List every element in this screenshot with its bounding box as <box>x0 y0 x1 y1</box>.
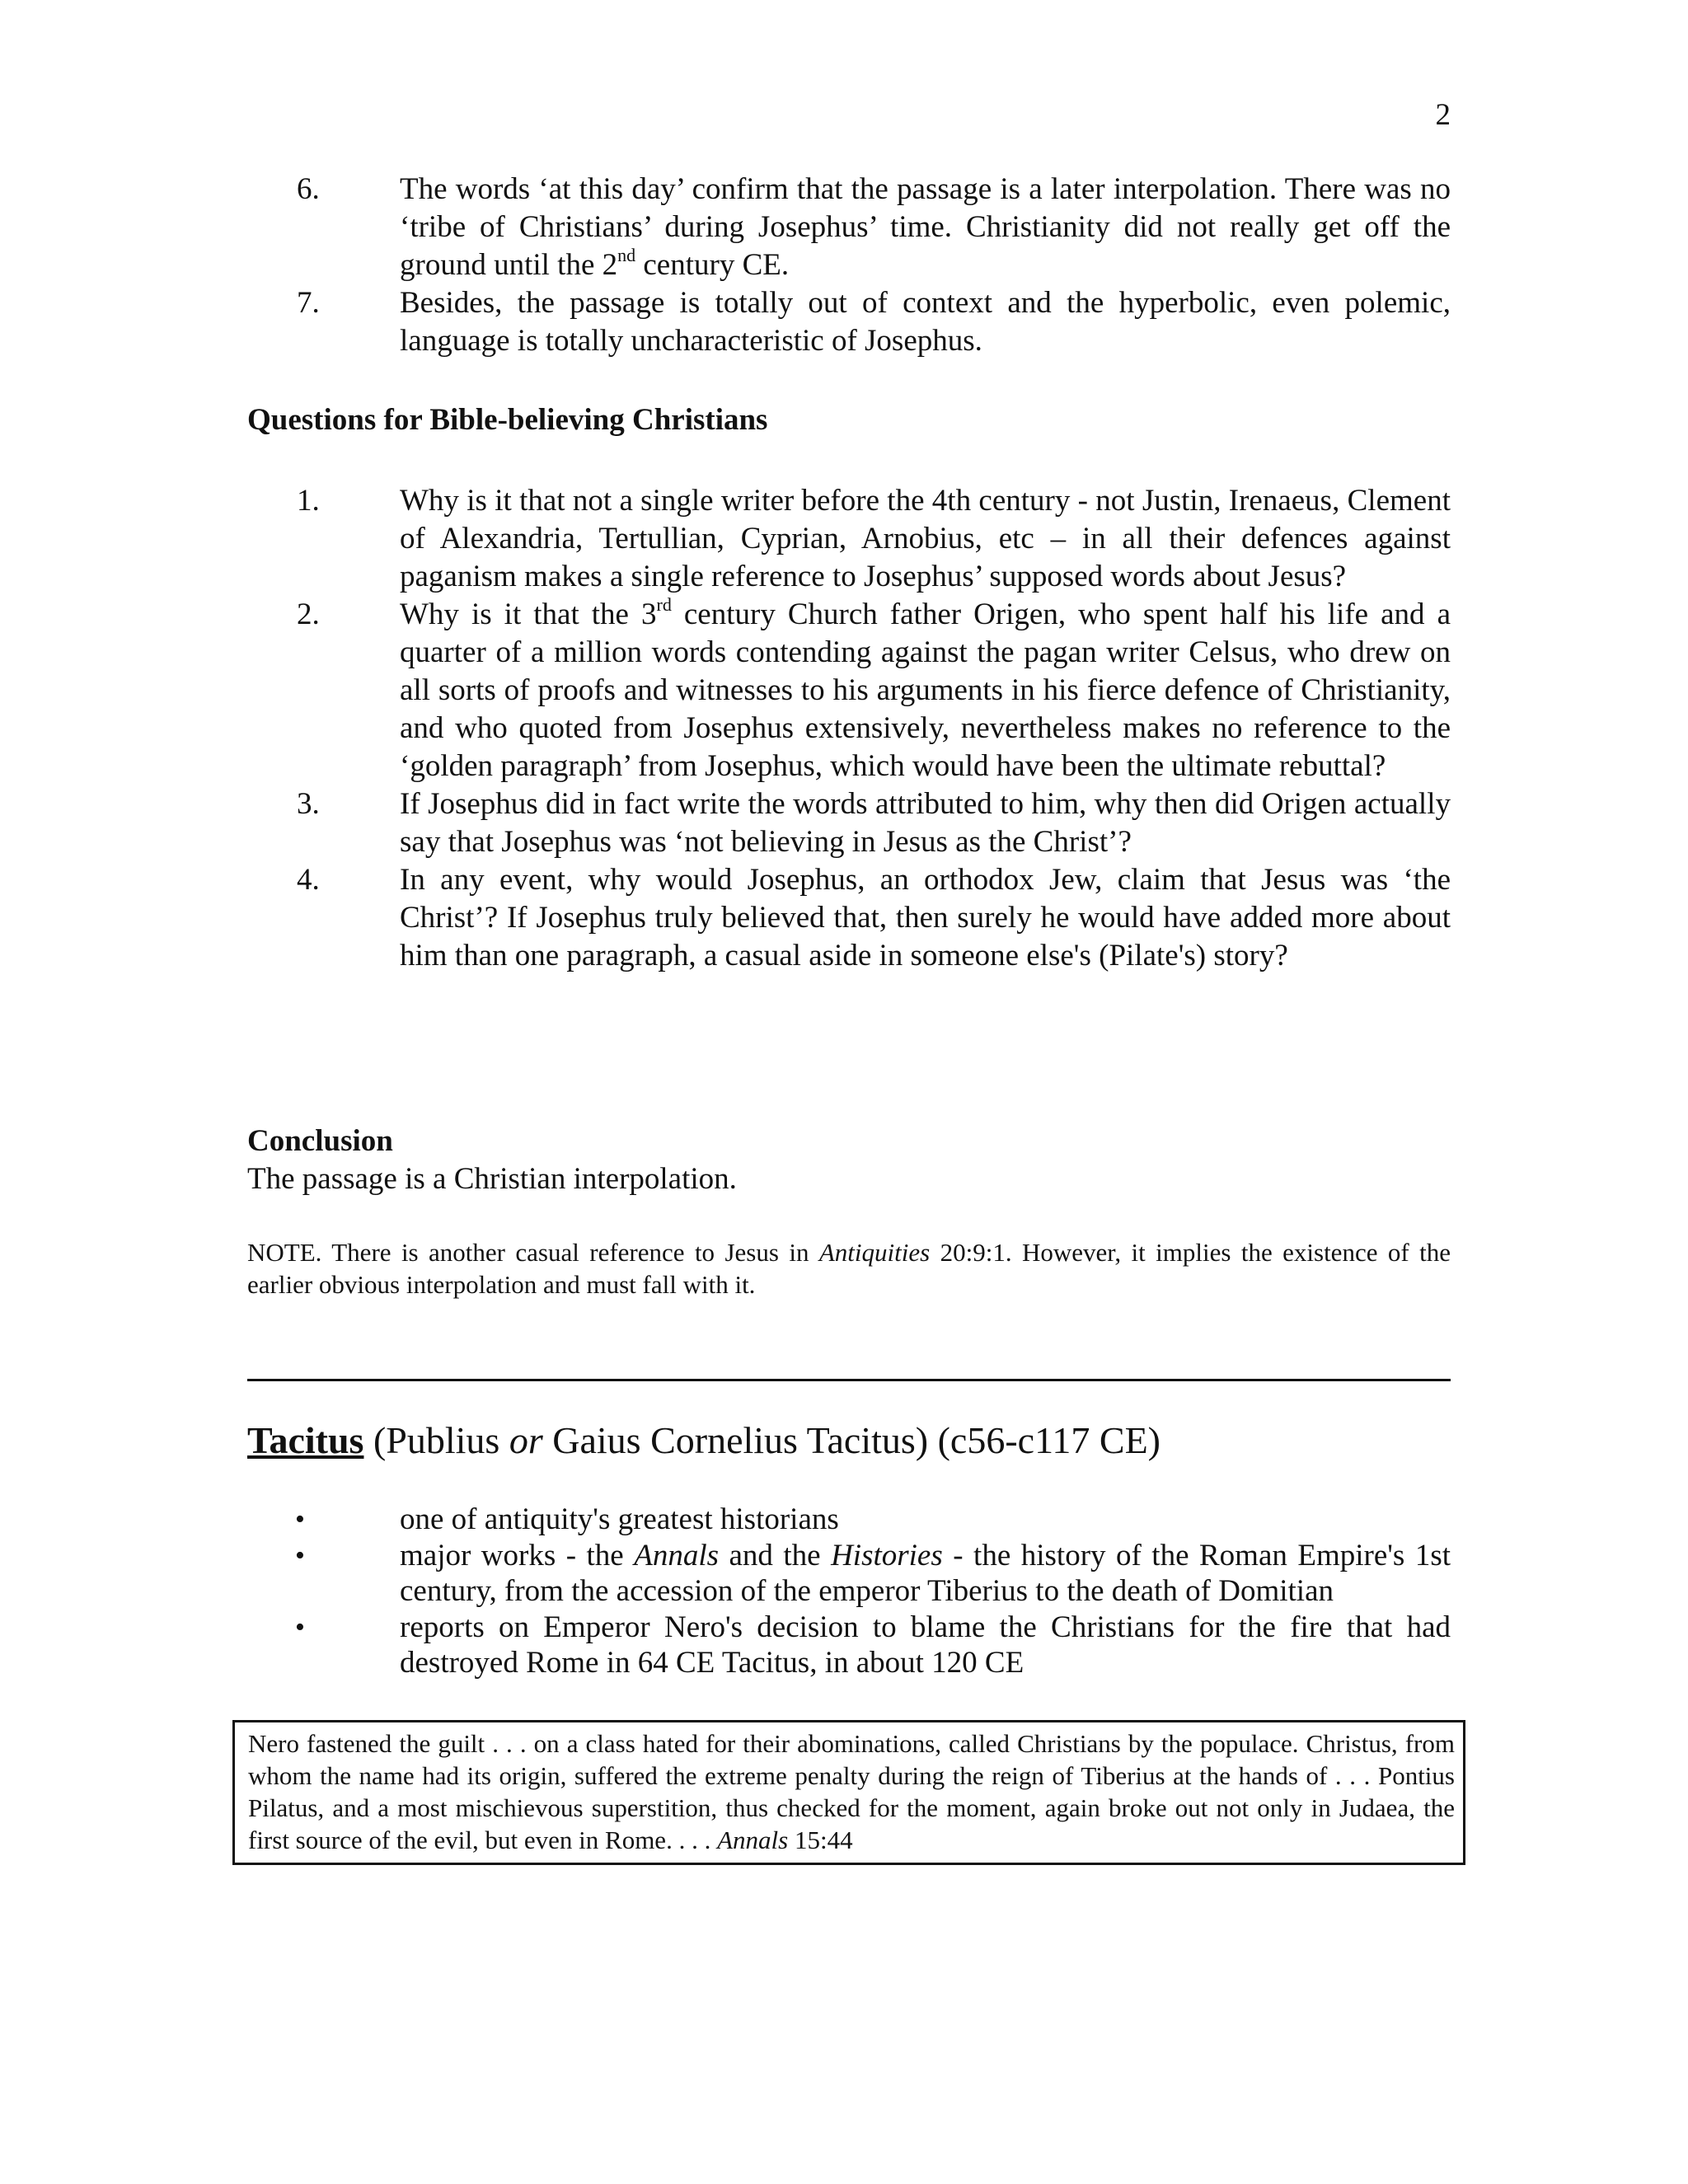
text-run: (Publius <box>363 1419 509 1461</box>
superscript-text: nd <box>617 245 636 265</box>
tacitus-heading-rest <box>363 1419 1160 1461</box>
italic-text: Annals <box>634 1539 719 1572</box>
list-marker: 4. <box>297 863 320 897</box>
text-run: 20:9:1. However, it implies the existence of the earlier obvious interpolation and must fall with it. <box>247 1238 1451 1299</box>
text-run: Why is it that the 3 <box>400 598 657 631</box>
text-run: Nero fastened the guilt . . . on a class hated for their abominations, called Christians by the populace. Christus, from whom the name had its origin, suffered the extreme penalty during the reign of Tiberius at the hands of . . . Pontius Pilatus, and a most mischievous superstition, thus checked for the moment, again broke out not only in Judaea, the first source of the evil, but even in Rome. . . . <box>248 1729 1455 1854</box>
interpolation-points-list <box>247 171 1451 360</box>
list-item <box>247 482 1451 596</box>
italic-text: Histories <box>831 1539 943 1572</box>
text-run: 15:44 <box>788 1825 853 1854</box>
superscript-text: rd <box>656 594 672 615</box>
list-marker: 6. <box>297 172 320 206</box>
text-run: - the history of the Roman Empire's 1st century, from the accession of the emperor Tiberius to the death of Domitian <box>400 1539 1451 1608</box>
conclusion-text: The passage is a Christian interpolation. <box>247 1162 737 1196</box>
italic-text: Antiquities <box>818 1238 931 1267</box>
annals-quote-text <box>248 1729 1455 1854</box>
text-run: major works - the <box>400 1539 635 1572</box>
text-run: reports on Emperor Nero's decision to blame the Christians for the fire that had destroyed Rome in 64 CE Tacitus, in about 120 CE <box>400 1610 1451 1680</box>
text-run: Gaius Cornelius Tacitus) (c56-c117 CE) <box>542 1419 1160 1461</box>
list-item <box>247 284 1451 360</box>
text-run: one of antiquity's greatest historians <box>400 1502 839 1536</box>
list-marker: 2. <box>297 598 320 631</box>
text-run: century CE. <box>635 248 790 282</box>
text-run: Besides, the passage is totally out of context and the hyperbolic, even polemic, language is totally uncharacteristic of Josephus. <box>400 286 1451 358</box>
text-run: If Josephus did in fact write the words attributed to him, why then did Origen actually say that Josephus was ‘not believing in Jesus as the Christ’? <box>400 787 1451 859</box>
list-item <box>247 1610 1451 1680</box>
list-item <box>247 1502 1451 1537</box>
text-run: and the <box>719 1539 832 1572</box>
tacitus-bullet-list <box>247 1502 1451 1681</box>
tacitus-name: Tacitus <box>247 1419 364 1461</box>
questions-heading: Questions for Bible-believing Christians <box>247 403 768 437</box>
list-item <box>247 596 1451 785</box>
text-run: The words ‘at this day’ confirm that the passage is a later interpolation. There was no ‘tribe of Christians’ during Josephus’ time. Christianity did not really get off the ground until the 2 <box>400 172 1451 282</box>
text-run: Why is it that not a single writer before the 4th century - not Justin, Irenaeus, Clement of Alexandria, Tertullian, Cyprian, Arnobius, etc – in all their defences against paganism makes a single reference to Josephus’ supposed words about Jesus? <box>400 484 1451 593</box>
list-item-text <box>400 484 1451 593</box>
questions-list <box>247 482 1451 975</box>
list-item-text <box>400 1502 839 1536</box>
list-item-text <box>400 172 1451 282</box>
section-divider <box>247 1379 1451 1381</box>
list-marker: 7. <box>297 286 320 320</box>
list-item-text <box>400 863 1451 972</box>
list-item-text <box>400 1539 1451 1608</box>
bullet-icon: • <box>295 1504 305 1535</box>
annals-quote-box <box>232 1720 1465 1865</box>
list-marker: 3. <box>297 787 320 821</box>
list-item <box>247 171 1451 284</box>
tacitus-heading <box>247 1418 1160 1464</box>
list-item-text <box>400 594 1451 783</box>
list-item-text <box>400 1610 1451 1680</box>
page-number: 2 <box>1435 98 1451 132</box>
italic-text: Annals <box>717 1825 789 1854</box>
list-item-text <box>400 286 1451 358</box>
list-item <box>247 861 1451 975</box>
bullet-icon: • <box>295 1540 305 1571</box>
italic-text: or <box>509 1419 543 1461</box>
text-run: NOTE. There is another casual reference to Jesus in <box>247 1238 819 1267</box>
text-run: In any event, why would Josephus, an orthodox Jew, claim that Jesus was ‘the Christ’? If Josephus truly believed that, then surely he would have added more about him than one paragraph, a casual aside in someone else's (Pilate's) story? <box>400 863 1451 972</box>
bullet-icon: • <box>295 1612 305 1643</box>
list-marker: 1. <box>297 484 320 518</box>
conclusion-heading: Conclusion <box>247 1124 393 1158</box>
list-item <box>247 1538 1451 1609</box>
list-item-text <box>400 787 1451 859</box>
note-paragraph <box>247 1236 1451 1301</box>
text-run: century Church father Origen, who spent half his life and a quarter of a million words contending against the pagan writer Celsus, who drew on all sorts of proofs and witnesses to his arguments in his fierce defence of Christianity, and who quoted from Josephus extensively, nevertheless makes no reference to the ‘golden paragraph’ from Josephus, which would have been the ultimate rebuttal? <box>400 598 1451 783</box>
list-item <box>247 785 1451 861</box>
